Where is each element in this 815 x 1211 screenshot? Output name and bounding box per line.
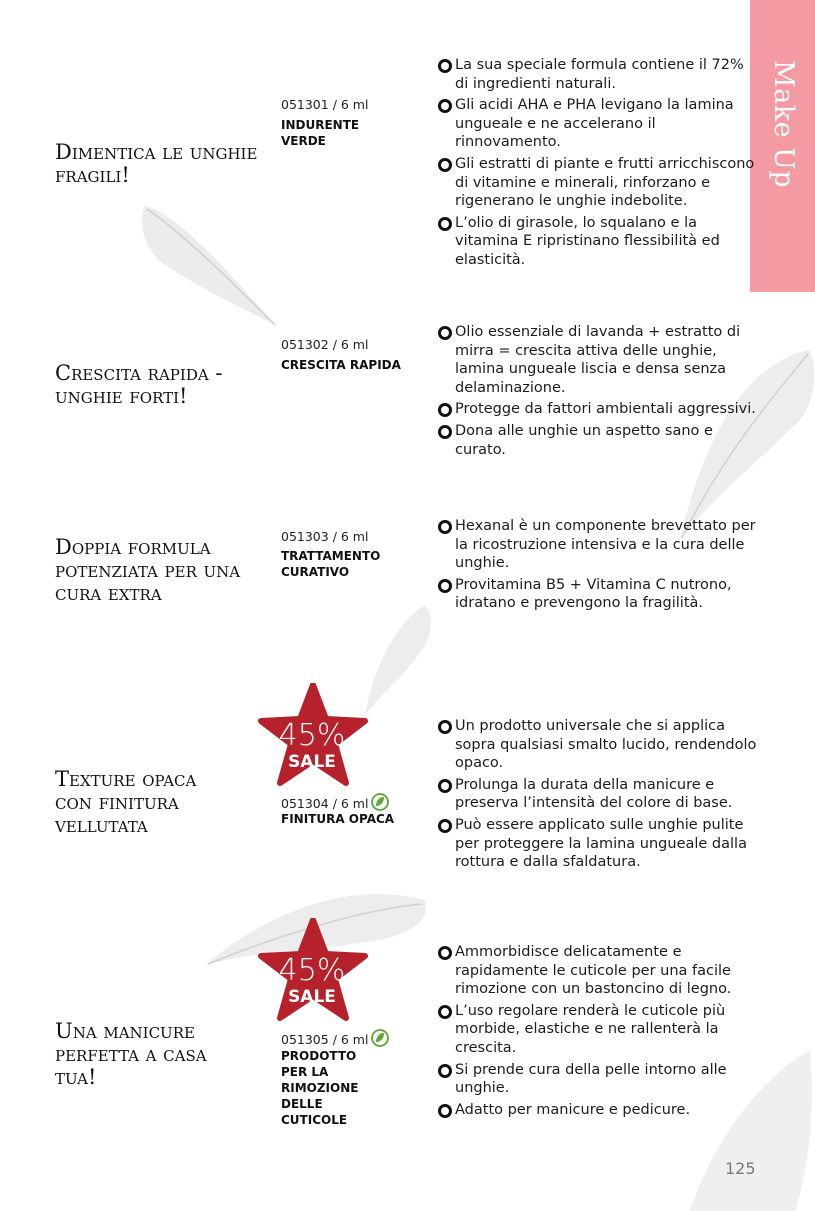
list-item: Gli acidi AHA e PHA levigano la lamina ungueale e ne accelerano il rinnovamento. <box>438 96 758 152</box>
list-item: Si prende cura della pelle intorno alle unghie. <box>438 1061 758 1098</box>
bullet-icon <box>438 779 452 793</box>
sale-badge <box>258 918 368 1023</box>
bullet-icon <box>438 520 452 534</box>
list-item: La sua speciale formula contiene il 72% di ingredienti naturali. <box>438 56 758 93</box>
bullet-icon <box>438 326 452 340</box>
product-headline: Texture opaca con finitura vellutata <box>55 767 197 837</box>
product-code: 051302 / 6 ml <box>281 337 369 352</box>
bullet-icon <box>438 217 452 231</box>
product-bullet-list <box>438 56 758 273</box>
list-item: Prolunga la durata della manicure e preserva l’intensità del colore di base. <box>438 776 758 813</box>
list-item: Un prodotto universale che si applica sopra qualsiasi smalto lucido, rendendolo opaco. <box>438 717 758 773</box>
list-item: Gli estratti di piante e frutti arricchiscono di vitamine e minerali, rinforzano e rigenerano le unghie indebolite. <box>438 155 758 211</box>
bullet-icon <box>438 1005 452 1019</box>
bullet-icon <box>438 425 452 439</box>
sale-label: SALE <box>288 987 336 1007</box>
product-name: FINITURA OPACA <box>281 812 395 826</box>
bullet-icon <box>438 403 452 417</box>
product-name: INDURENTE VERDE <box>281 118 360 148</box>
list-item: Provitamina B5 + Vitamina C nutrono, idratano e prevengono la fragilità. <box>438 576 758 613</box>
bullet-icon <box>438 59 452 73</box>
product-name: CRESCITA RAPIDA <box>281 358 401 372</box>
product-headline: Una manicure perfetta a casa tua! <box>55 1019 207 1089</box>
natural-leaf-icon <box>371 793 389 811</box>
product-code-text: 051304 / 6 ml <box>281 796 369 811</box>
list-item: L’olio di girasole, lo squalano e la vitamina E ripristinano flessibilità ed elasticità. <box>438 214 758 270</box>
product-bullet-list <box>438 323 758 462</box>
product-bullet-list <box>438 517 758 616</box>
product-headline: Dimentica le unghie fragili! <box>55 140 258 187</box>
list-item: Dona alle unghie un aspetto sano e curato. <box>438 422 758 459</box>
product-code-text: 051305 / 6 ml <box>281 1032 369 1047</box>
feather-illustration <box>135 195 285 335</box>
product-name: PRODOTTO PER LA RIMOZIONE DELLE CUTICOLE <box>281 1049 359 1127</box>
bullet-icon <box>438 819 452 833</box>
bullet-icon <box>438 1104 452 1118</box>
section-tab-label: Make Up <box>768 60 799 189</box>
sale-badge <box>258 683 368 788</box>
bullet-icon <box>438 1064 452 1078</box>
bullet-icon <box>438 946 452 960</box>
bullet-icon <box>438 579 452 593</box>
sale-label: SALE <box>288 752 336 772</box>
product-headline: Doppia formula potenziata per una cura extra <box>55 535 241 605</box>
list-item: Olio essenziale di lavanda + estratto di mirra = crescita attiva delle unghie, lamina ungueale liscia e densa senza delaminazione. <box>438 323 758 397</box>
page-number: 125 <box>725 1159 756 1178</box>
list-item: Adatto per manicure e pedicure. <box>438 1101 758 1120</box>
product-headline: Crescita rapida - unghie forti! <box>55 361 223 408</box>
list-item: Ammorbidisce delicatamente e rapidamente le cuticole per una facile rimozione con un bastoncino di legno. <box>438 943 758 999</box>
sale-percent: 45% <box>278 953 346 988</box>
product-bullet-list <box>438 943 758 1122</box>
product-name: TRATTAMENTO CURATIVO <box>281 549 381 579</box>
list-item: Può essere applicato sulle unghie pulite per proteggere la lamina ungueale dalla rottura e dalla sfaldatura. <box>438 816 758 872</box>
bullet-icon <box>438 720 452 734</box>
natural-leaf-icon <box>371 1029 389 1047</box>
list-item: Protegge da fattori ambientali aggressivi. <box>438 400 758 419</box>
product-code: 051303 / 6 ml <box>281 529 369 544</box>
list-item: L’uso regolare renderà le cuticole più morbide, elastiche e ne rallenterà la crescita. <box>438 1002 758 1058</box>
product-bullet-list <box>438 717 758 875</box>
bullet-icon <box>438 99 452 113</box>
product-code <box>281 793 389 811</box>
product-code <box>281 1029 389 1047</box>
product-code: 051301 / 6 ml <box>281 97 369 112</box>
list-item: Hexanal è un componente brevettato per la ricostruzione intensiva e la cura delle unghie. <box>438 517 758 573</box>
sale-percent: 45% <box>278 718 346 753</box>
bullet-icon <box>438 158 452 172</box>
